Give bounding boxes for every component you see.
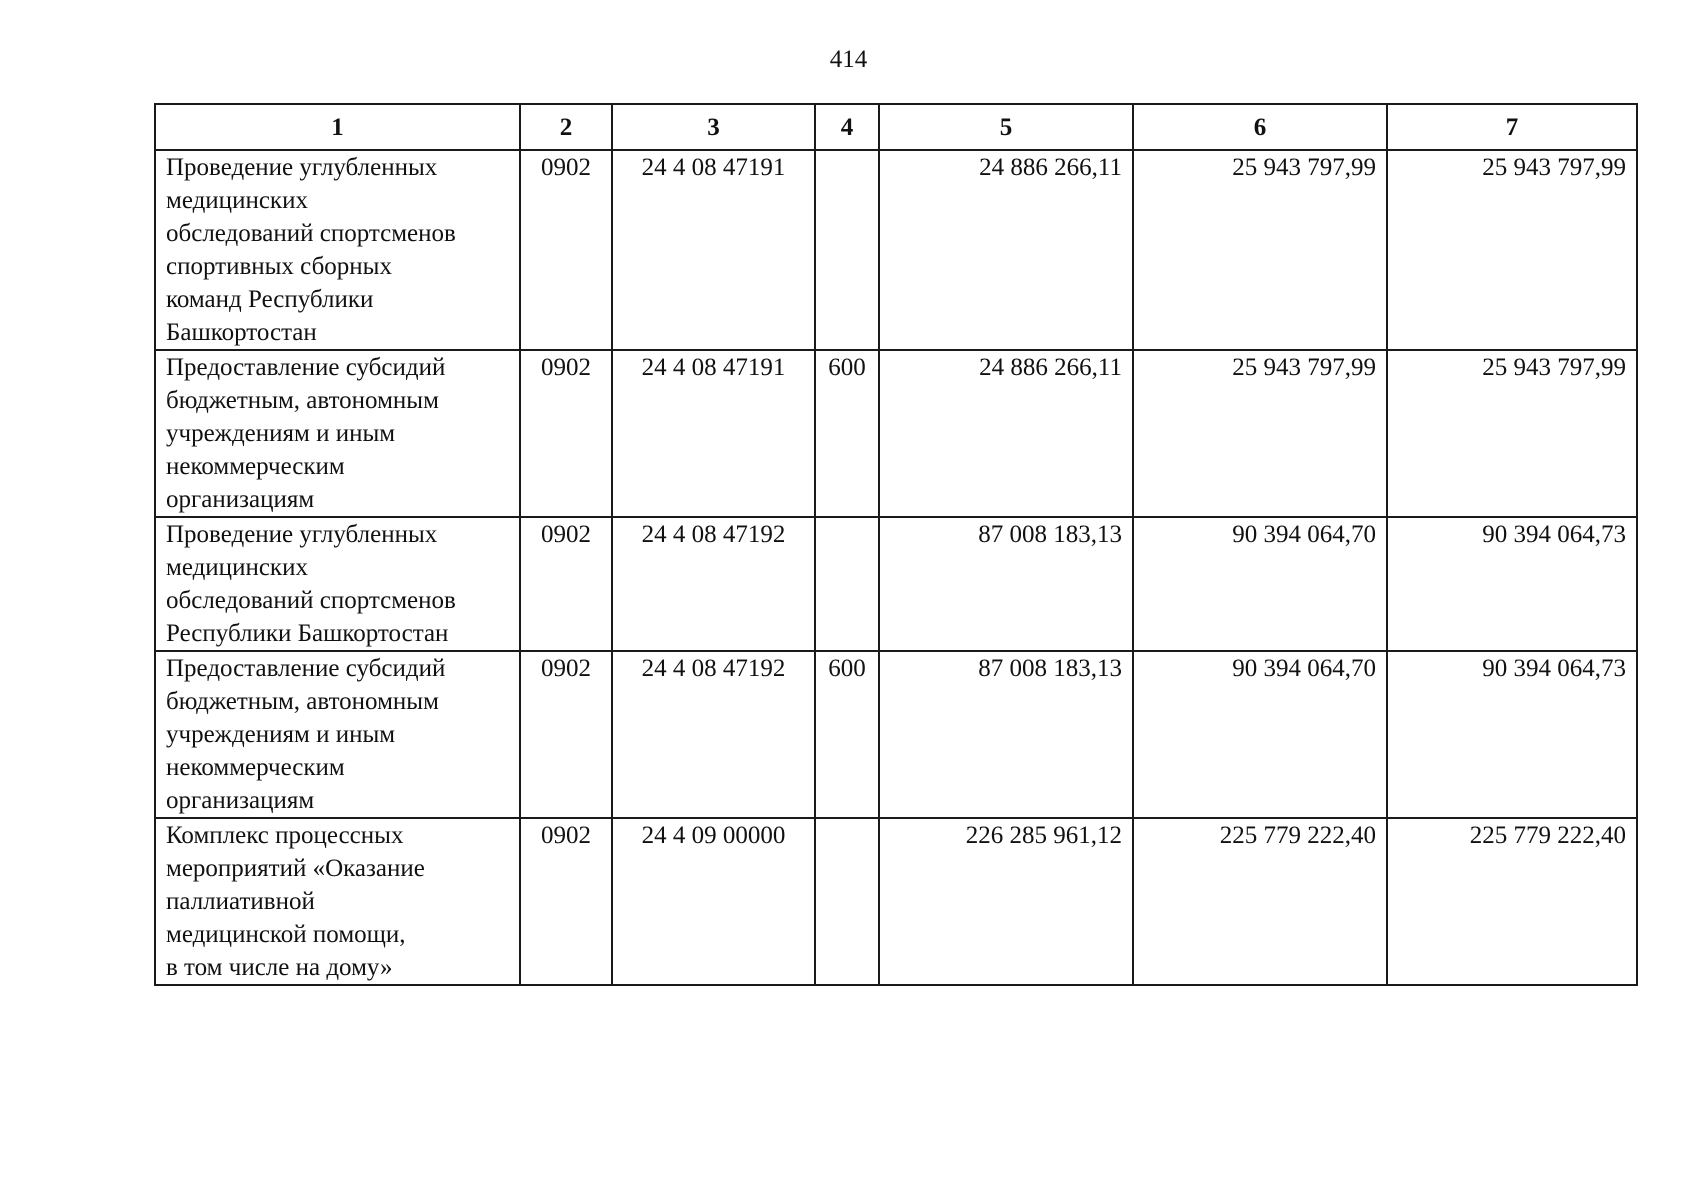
row-value-col6: 25 943 797,99 [1133,350,1387,517]
row-type-code: 600 [815,350,879,517]
row-value-col5: 87 008 183,13 [879,517,1133,651]
row-type-code [815,150,879,350]
row-type-code [815,818,879,985]
row-type-code [815,517,879,651]
header-col-6: 6 [1133,104,1387,150]
row-value-col5: 87 008 183,13 [879,651,1133,818]
row-value-col7: 90 394 064,73 [1387,651,1637,818]
row-value-col6: 90 394 064,70 [1133,651,1387,818]
header-col-1: 1 [155,104,520,150]
row-value-col7: 25 943 797,99 [1387,150,1637,350]
table-row [155,818,1637,985]
row-value-col7: 225 779 222,40 [1387,818,1637,985]
header-col-4: 4 [815,104,879,150]
table-row [155,150,1637,350]
row-value-col5: 24 886 266,11 [879,150,1133,350]
page-number: 414 [829,46,868,73]
table-row [155,651,1637,818]
header-row [155,104,1637,150]
row-section-code: 0902 [520,818,612,985]
row-target-code: 24 4 08 47191 [612,150,815,350]
row-value-col6: 25 943 797,99 [1133,150,1387,350]
header-col-3: 3 [612,104,815,150]
header-col-5: 5 [879,104,1133,150]
row-value-col6: 225 779 222,40 [1133,818,1387,985]
row-name: Предоставление субсидий бюджетным, автономным учреждениям и иным некоммерческим организациям [155,651,520,818]
row-section-code: 0902 [520,150,612,350]
row-name: Проведение углубленных медицинских обследований спортсменов спортивных сборных команд Республики Башкортостан [155,150,520,350]
row-name: Предоставление субсидий бюджетным, автономным учреждениям и иным некоммерческим организациям [155,350,520,517]
row-target-code: 24 4 09 00000 [612,818,815,985]
row-value-col7: 90 394 064,73 [1387,517,1637,651]
row-target-code: 24 4 08 47191 [612,350,815,517]
row-section-code: 0902 [520,651,612,818]
header-col-2: 2 [520,104,612,150]
row-value-col5: 24 886 266,11 [879,350,1133,517]
row-value-col6: 90 394 064,70 [1133,517,1387,651]
row-name: Проведение углубленных медицинских обследований спортсменов Республики Башкортостан [155,517,520,651]
row-value-col5: 226 285 961,12 [879,818,1133,985]
table-row [155,350,1637,517]
row-target-code: 24 4 08 47192 [612,651,815,818]
row-section-code: 0902 [520,350,612,517]
table-row [155,517,1637,651]
row-type-code: 600 [815,651,879,818]
row-name: Комплекс процессных мероприятий «Оказание паллиативной медицинской помощи, в том числе на дому» [155,818,520,985]
row-section-code: 0902 [520,517,612,651]
budget-table [154,103,1638,986]
header-col-7: 7 [1387,104,1637,150]
row-value-col7: 25 943 797,99 [1387,350,1637,517]
row-target-code: 24 4 08 47192 [612,517,815,651]
